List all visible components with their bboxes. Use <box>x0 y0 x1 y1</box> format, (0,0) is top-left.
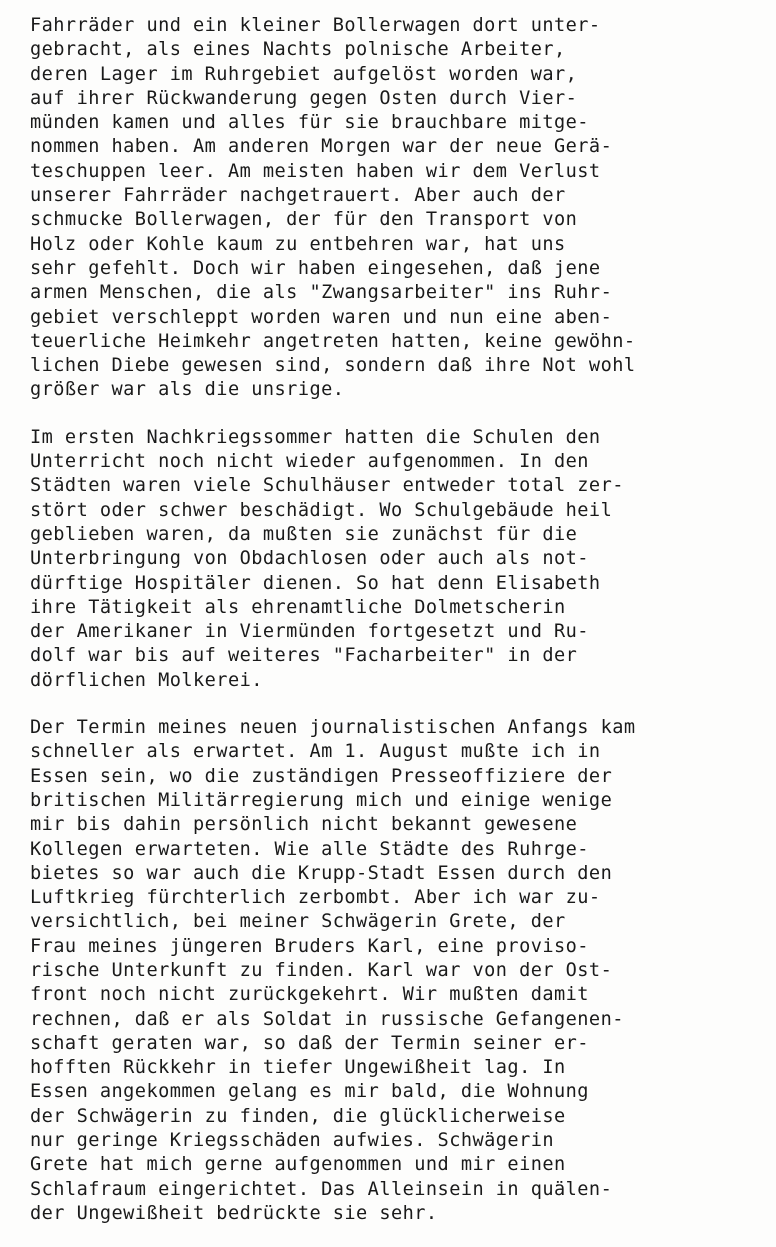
text-line: bietes so war auch die Krupp-Stadt Essen durch den <box>30 862 613 884</box>
text-line: Grete hat mich gerne aufgenommen und mir einen <box>30 1154 566 1176</box>
text-line: stört oder schwer beschädigt. Wo Schulgebäude heil <box>30 499 613 521</box>
text-line: unserer Fahrräder nachgetrauert. Aber auch der <box>30 185 566 207</box>
text-line: Essen sein, wo die zuständigen Presseoffiziere der <box>30 765 613 787</box>
text-line: rechnen, daß er als Soldat in russische Gefangenen- <box>30 1008 624 1030</box>
text-line: Städten waren viele Schulhäuser entweder total zer- <box>30 475 624 497</box>
text-line: Schlafraum eingerichtet. Das Alleinsein in quälen- <box>30 1178 613 1200</box>
text-line: gebiet verschleppt worden waren und nun eine aben- <box>30 306 613 328</box>
text-line: britischen Militärregierung mich und einige wenige <box>30 789 613 811</box>
text-line: deren Lager im Ruhrgebiet aufgelöst worden war, <box>30 63 578 85</box>
text-line: sehr gefehlt. Doch wir haben eingesehen, daß jene <box>30 257 601 279</box>
text-line: armen Menschen, die als "Zwangsarbeiter" ins Ruhr- <box>30 282 613 304</box>
text-line: Holz oder Kohle kaum zu entbehren war, hat uns <box>30 233 566 255</box>
text-line: Kollegen erwarteten. Wie alle Städte des Ruhrge- <box>30 838 589 860</box>
text-line: Frau meines jüngeren Bruders Karl, eine proviso- <box>30 935 589 957</box>
text-line: mir bis dahin persönlich nicht bekannt gewesene <box>30 814 578 836</box>
paragraph <box>30 14 770 403</box>
text-line: rische Unterkunft zu finden. Karl war von der Ost- <box>30 959 613 981</box>
text-line: ihre Tätigkeit als ehrenamtliche Dolmetscherin <box>30 596 566 618</box>
paragraph <box>30 426 770 693</box>
text-line: schaft geraten war, so daß der Termin seiner er- <box>30 1032 589 1054</box>
text-line: lichen Diebe gewesen sind, sondern daß ihre Not wohl <box>30 355 636 377</box>
text-line: dolf war bis auf weiteres "Facharbeiter" in der <box>30 645 578 667</box>
text-line: Unterricht noch nicht wieder aufgenommen. In den <box>30 451 589 473</box>
text-line: dörflichen Molkerei. <box>30 669 263 691</box>
text-line: front noch nicht zurückgekehrt. Wir mußten damit <box>30 984 589 1006</box>
text-line: Der Termin meines neuen journalistischen Anfangs kam <box>30 717 636 739</box>
text-line: nur geringe Kriegsschäden aufwies. Schwägerin <box>30 1130 554 1152</box>
text-line: teschuppen leer. Am meisten haben wir dem Verlust <box>30 160 601 182</box>
text-line: schmucke Bollerwagen, der für den Transport von <box>30 209 578 231</box>
text-line: Essen angekommen gelang es mir bald, die Wohnung <box>30 1081 589 1103</box>
text-line: der Amerikaner in Viermünden fortgesetzt und Ru- <box>30 621 589 643</box>
text-line: der Ungewißheit bedrückte sie sehr. <box>30 1202 438 1224</box>
text-line: hofften Rückkehr in tiefer Ungewißheit lag. In <box>30 1057 566 1079</box>
text-line: Unterbringung von Obdachlosen oder auch als not- <box>30 548 589 570</box>
text-line: auf ihrer Rückwanderung gegen Osten durch Vier- <box>30 87 578 109</box>
text-line: Fahrräder und ein kleiner Bollerwagen dort unter- <box>30 15 601 36</box>
text-line: größer war als die unsrige. <box>30 379 345 401</box>
paragraph <box>30 716 770 1226</box>
text-line: teuerliche Heimkehr angetreten hatten, keine gewöhn- <box>30 330 636 352</box>
text-line: versichtlich, bei meiner Schwägerin Grete, der <box>30 911 566 933</box>
text-line: der Schwägerin zu finden, die glücklicherweise <box>30 1105 566 1127</box>
text-line: gebracht, als eines Nachts polnische Arbeiter, <box>30 39 566 61</box>
text-line: schneller als erwartet. Am 1. August mußte ich in <box>30 741 601 763</box>
text-line: Luftkrieg fürchterlich zerbombt. Aber ich war zu- <box>30 887 601 909</box>
text-line: Im ersten Nachkriegssommer hatten die Schulen den <box>30 426 601 448</box>
body-text <box>30 14 770 1226</box>
text-line: nommen haben. Am anderen Morgen war der neue Gerä- <box>30 136 613 158</box>
text-line: dürftige Hospitäler dienen. So hat denn Elisabeth <box>30 572 601 594</box>
text-line: münden kamen und alles für sie brauchbare mitge- <box>30 112 589 134</box>
text-line: geblieben waren, da mußten sie zunächst für die <box>30 523 578 545</box>
